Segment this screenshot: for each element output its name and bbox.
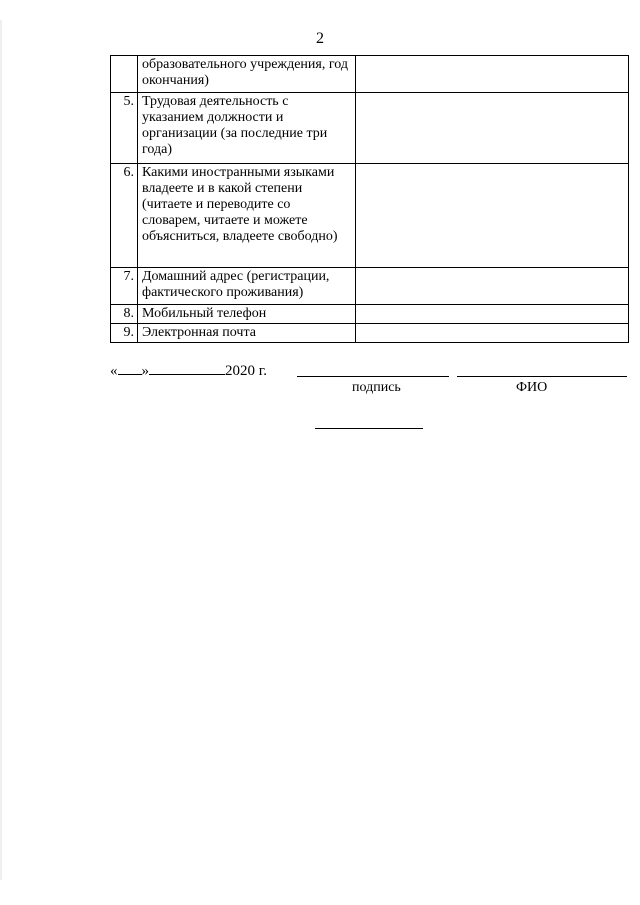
page-number: 2 — [316, 30, 324, 47]
table-row — [111, 164, 629, 268]
row-answer-field[interactable] — [356, 324, 629, 343]
row-answer-field[interactable] — [356, 56, 629, 93]
name-blank[interactable] — [457, 376, 627, 377]
table-row — [111, 268, 629, 305]
date-line — [110, 360, 267, 380]
row-question: Трудовая деятельность с указанием должности и организации (за последние три года) — [138, 93, 356, 164]
row-number: 9. — [111, 324, 138, 343]
table-row — [111, 56, 629, 93]
row-answer-field[interactable] — [356, 164, 629, 268]
month-blank[interactable] — [149, 360, 225, 375]
end-divider — [315, 428, 423, 429]
close-quote: » — [141, 363, 149, 379]
row-question: Электронная почта — [138, 324, 356, 343]
signature-caption: подпись — [352, 380, 401, 395]
signature-blank[interactable] — [297, 376, 449, 377]
open-quote: « — [110, 363, 118, 379]
year-text: 2020 г. — [225, 363, 267, 379]
questionnaire-table — [110, 55, 629, 343]
row-answer-field[interactable] — [356, 268, 629, 305]
table-row — [111, 324, 629, 343]
row-number: 5. — [111, 93, 138, 164]
row-number — [111, 56, 138, 93]
row-answer-field[interactable] — [356, 305, 629, 324]
row-question: Мобильный телефон — [138, 305, 356, 324]
row-number: 7. — [111, 268, 138, 305]
row-question: Домашний адрес (регистрации, фактического проживания) — [138, 268, 356, 305]
row-number: 8. — [111, 305, 138, 324]
row-answer-field[interactable] — [356, 93, 629, 164]
row-number: 6. — [111, 164, 138, 268]
table-row — [111, 305, 629, 324]
name-caption: ФИО — [516, 380, 548, 395]
table-row — [111, 93, 629, 164]
row-question: образовательного учреждения, год окончания) — [138, 56, 356, 93]
scan-margin — [0, 20, 2, 880]
day-blank[interactable] — [118, 360, 142, 375]
row-question: Какими иностранными языками владеете и в какой степени (читаете и переводите со словарем, читаете и можете объясниться, владеете свободно) — [138, 164, 356, 268]
